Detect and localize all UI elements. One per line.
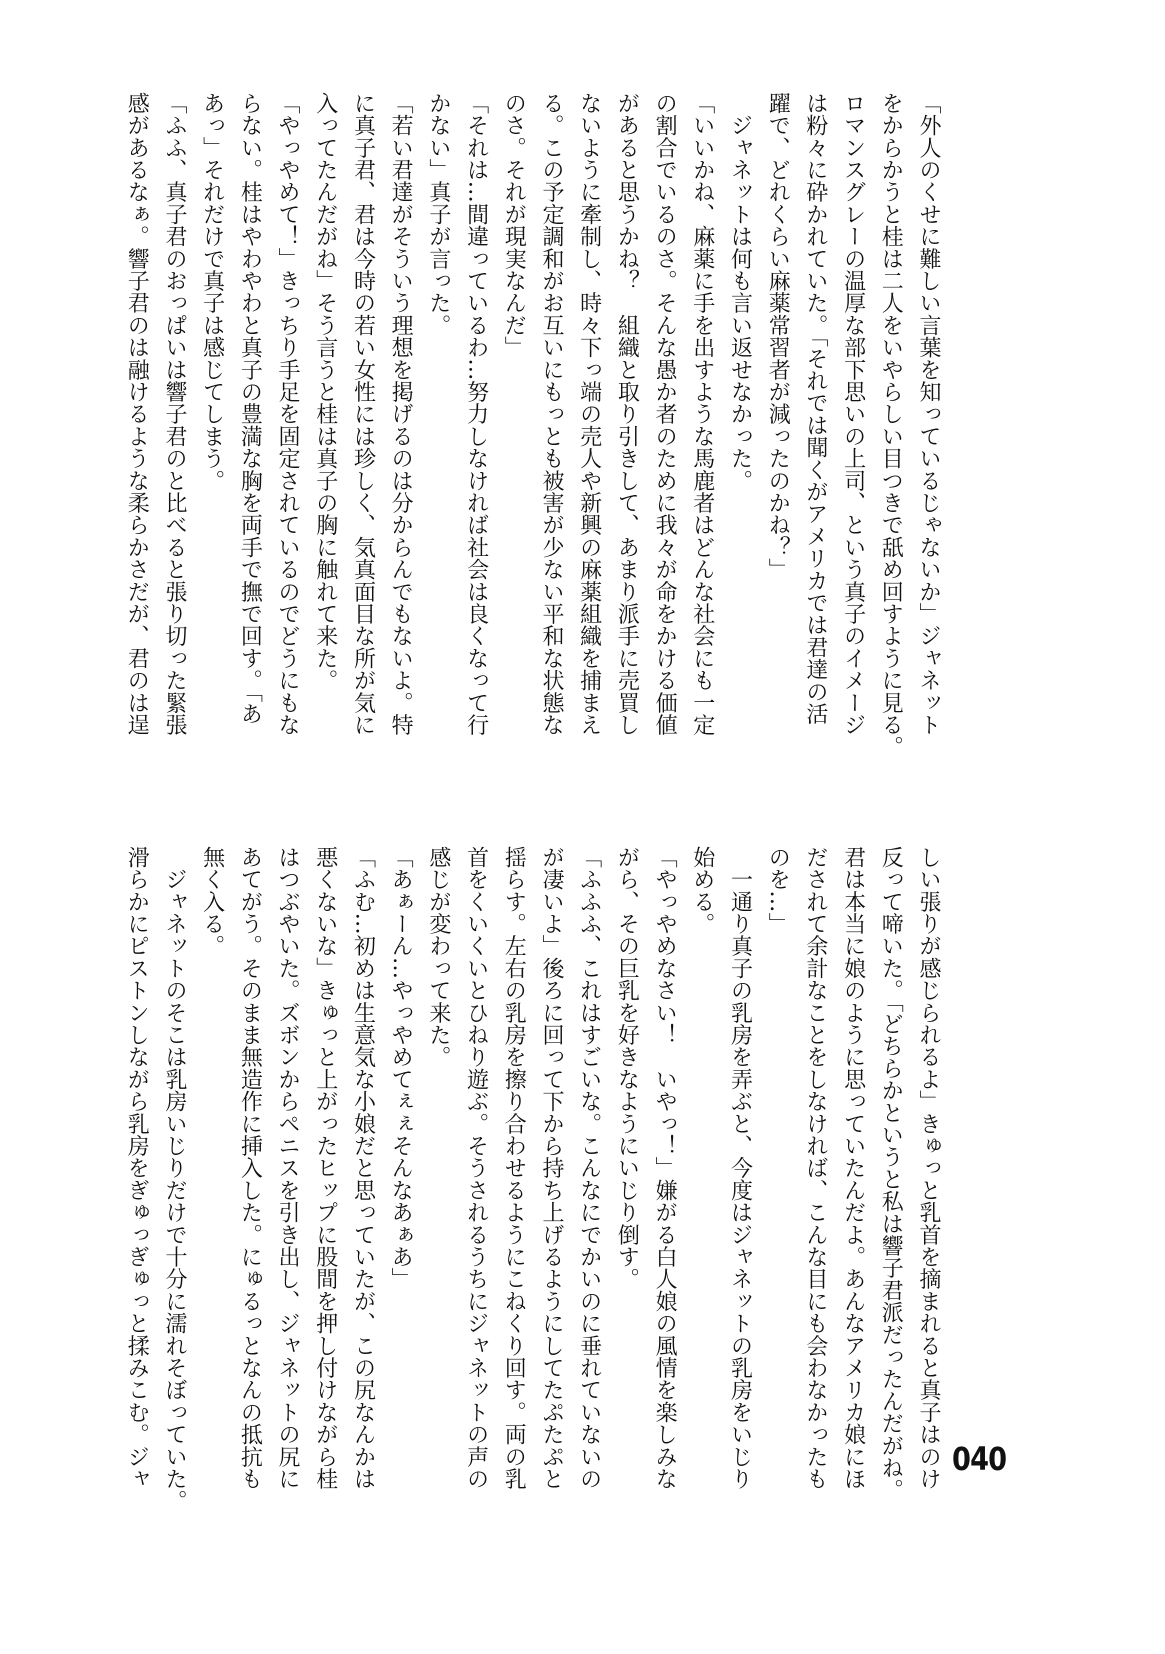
page-number: 040 bbox=[952, 1440, 1007, 1478]
text-line: ジャネットは何も言い返せなかった。 bbox=[727, 92, 753, 492]
text-line: 首をくいくいとひねり遊ぶ。そうされるうちにジャネットの声の bbox=[463, 846, 489, 1490]
text-line: 「ふむ…初めは生意気な小娘だと思っていたが、この尻なんかは bbox=[350, 846, 376, 1490]
text-line: のを…」 bbox=[765, 846, 791, 935]
text-line: 入ってたんだがね」そう言うと桂は真子の胸に触れて来た。 bbox=[312, 92, 338, 692]
text-line: だされて余計なことをしなければ、こんな目にも会わなかったも bbox=[802, 846, 828, 1490]
text-line: 「ふふふ、これはすごいな。こんなにでかいのに垂れていないの bbox=[576, 846, 602, 1490]
text-line: らない。桂はやわやわと真子の豊満な胸を両手で撫で回す。「あ bbox=[237, 92, 263, 725]
text-line: 無く入る。 bbox=[199, 846, 225, 957]
text-line: あてがう。そのまま無造作に挿入した。にゅるっとなんの抵抗も bbox=[237, 846, 263, 1490]
text-block-top bbox=[117, 92, 947, 758]
text-line: 「若い君達がそういう理想を掲げるのは分からんでもないよ。特 bbox=[388, 92, 414, 736]
text-line: 反って啼いた。「どちらかというと私は響子君派だったんだがね。 bbox=[878, 846, 904, 1501]
text-line: はつぶやいた。ズボンからペニスを引き出し、ジャネットの尻に bbox=[275, 846, 301, 1490]
text-line: 揺らす。左右の乳房を擦り合わせるようにこねくり回す。両の乳 bbox=[501, 846, 527, 1490]
text-line: 感じが変わって来た。 bbox=[425, 846, 451, 1068]
text-line: 「いいかね、麻薬に手を出すような馬鹿者はどんな社会にも一定 bbox=[689, 92, 715, 736]
text-line: 「やっやめなさい！ いやっ！」嫌がる白人娘の風情を楽しみな bbox=[652, 846, 678, 1490]
text-line: ロマンスグレーの温厚な部下思いの上司、という真子のイメージ bbox=[840, 92, 866, 736]
text-line: 悪くないな」きゅっと上がったヒップに股間を押し付けながら桂 bbox=[312, 846, 338, 1490]
text-line: があると思うかね？ 組織と取り引きして、あまり派手に売買し bbox=[614, 92, 640, 736]
text-line: る。この予定調和がお互いにもっとも被害が少ない平和な状態な bbox=[538, 92, 564, 736]
text-line: 躍で、どれくらい麻薬常習者が減ったのかね？」 bbox=[765, 92, 791, 581]
text-line: あっ」それだけで真子は感じてしまう。 bbox=[199, 92, 225, 492]
text-line: ないように牽制し、時々下っ端の売人や新興の麻薬組織を捕まえ bbox=[576, 92, 602, 736]
text-line: しい張りが感じられるよ」きゅっと乳首を摘まれると真子はのけ bbox=[916, 846, 941, 1490]
text-block-bottom bbox=[117, 846, 947, 1512]
text-line: のさ。それが現実なんだ」 bbox=[501, 92, 527, 359]
text-line: 始める。 bbox=[689, 846, 715, 935]
text-line: かない」真子が言った。 bbox=[425, 92, 451, 337]
text-line: 滑らかにピストンしながら乳房をぎゅっぎゅっと揉みこむ。ジャ bbox=[124, 846, 150, 1490]
text-line: 「外人のくせに難しい言葉を知っているじゃないか」ジャネット bbox=[916, 92, 941, 736]
text-line: 「あぁーん…やっやめてぇぇそんなあぁあ」 bbox=[388, 846, 414, 1290]
text-line: 「ふふ、真子君のおっぱいは響子君のと比べると張り切った緊張 bbox=[161, 92, 187, 736]
text-line: 一通り真子の乳房を弄ぶと、今度はジャネットの乳房をいじり bbox=[727, 846, 753, 1490]
text-line: 「やっやめて！」きっちり手足を固定されているのでどうにもな bbox=[275, 92, 301, 736]
text-line: 感があるなぁ。響子君のは融けるような柔らかさだが、君のは逞 bbox=[124, 92, 150, 736]
text-line: をからかうと桂は二人をいやらしい目つきで舐め回すように見る。 bbox=[878, 92, 904, 758]
text-line: ジャネットのそこは乳房いじりだけで十分に濡れそぼっていた。 bbox=[161, 846, 187, 1512]
text-line: が凄いよ」後ろに回って下から持ち上げるようにしてたぷたぷと bbox=[538, 846, 564, 1490]
text-line: 「それは…間違っているわ…努力しなければ社会は良くなって行 bbox=[463, 92, 489, 736]
text-line: に真子君、君は今時の若い女性には珍しく、気真面目な所が気に bbox=[350, 92, 376, 736]
text-line: は粉々に砕かれていた。「それでは聞くがアメリカでは君達の活 bbox=[802, 92, 828, 725]
text-line: の割合でいるのさ。そんな愚か者のために我々が命をかける価値 bbox=[652, 92, 678, 736]
text-line: がら、その巨乳を好きなようにいじり倒す。 bbox=[614, 846, 640, 1290]
text-line: 君は本当に娘のように思っていたんだよ。あんなアメリカ娘にほ bbox=[840, 846, 866, 1490]
